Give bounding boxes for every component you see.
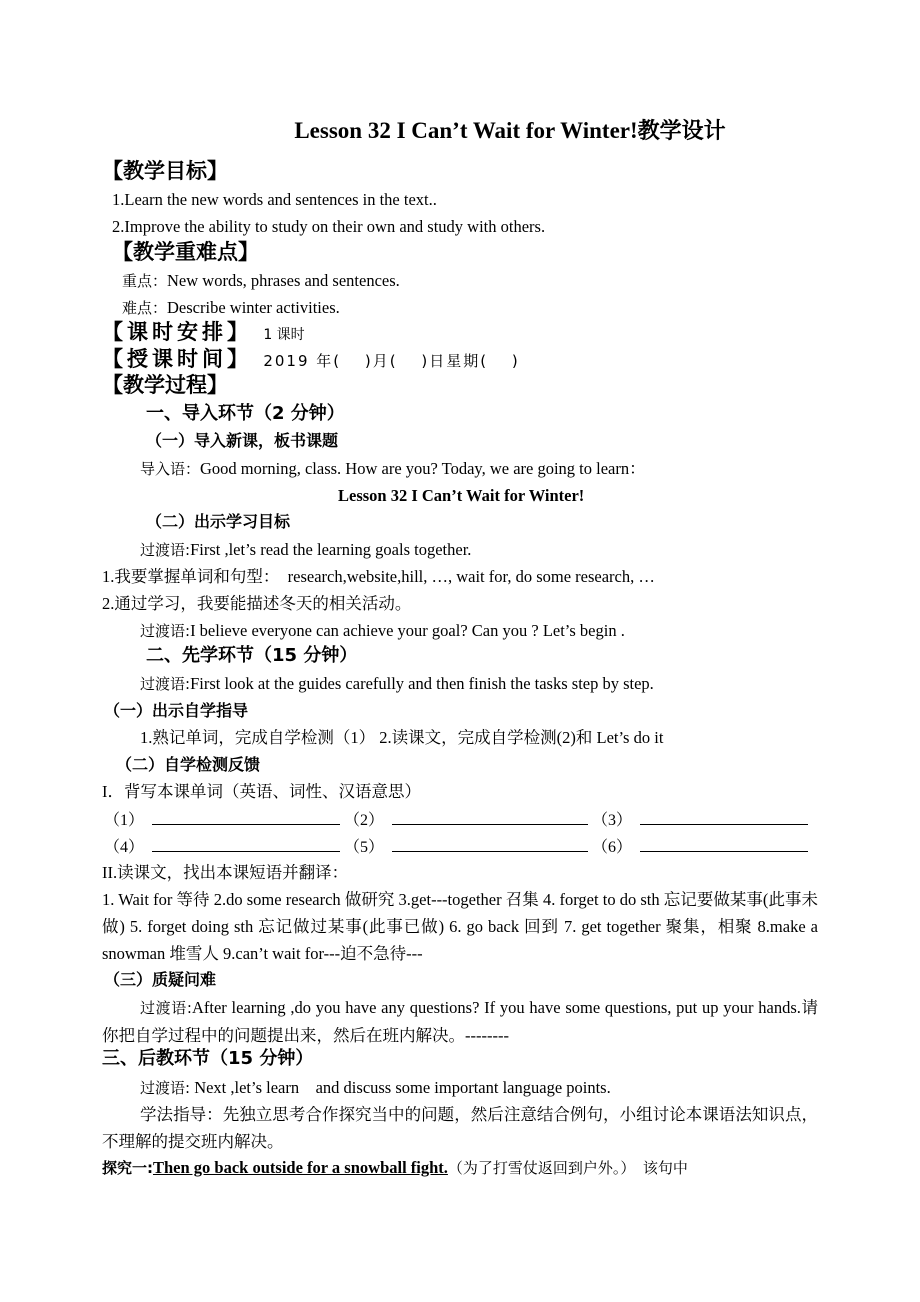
process-heading: 【教学过程】 — [102, 373, 228, 397]
intro-text: Good morning, class. How are you? Today, we are going to learn： — [200, 459, 646, 478]
section2-sub2-title: （二）自学检测反馈 — [116, 755, 261, 774]
section1-sub1-title: （一）导入新课，板书课题 — [146, 431, 339, 450]
goal-1: 1.我要掌握单词和句型： research,website,hill, …, wait for, do some research, … — [102, 567, 655, 586]
method-text: 先独立思考合作探究当中的问题，然后注意结合例句，小组讨论本课语法知识点，不理解的提交班内解决。 — [102, 1105, 819, 1151]
blank-label-6: （6） — [592, 839, 633, 856]
transition1-label: 过渡语: — [140, 541, 191, 559]
method-paragraph — [102, 1101, 818, 1155]
explore1-sentence: Then go back outside for a snowball fight. — [153, 1158, 448, 1177]
blank-field-1[interactable] — [152, 808, 340, 825]
document-title — [0, 116, 920, 147]
transition1-row — [140, 539, 471, 561]
self-study-guide: 1.熟记单词，完成自学检测（1） 2.读课文，完成自学检测(2)和 Let’s do it — [140, 728, 664, 747]
explore1-row — [102, 1157, 688, 1179]
transition2-row — [140, 620, 625, 642]
section2-transition-text: First look at the guides carefully and then finish the tasks step by step. — [190, 674, 654, 693]
difficult-label: 难点： — [122, 299, 168, 317]
class-time-value: 2019 年( )月( )日星期( ) — [263, 352, 520, 370]
objective-item-1: 1.Learn the new words and sentences in the text.. — [112, 190, 437, 209]
explore1-label: 探究一: — [102, 1159, 153, 1177]
section1-sub2-title: （二）出示学习目标 — [146, 512, 291, 531]
transition2-label: 过渡语: — [140, 622, 191, 640]
blank-label-3: （3） — [592, 812, 633, 829]
task2-title: II.读课文，找出本课短语并翻译： — [102, 863, 349, 882]
lesson-title: Lesson 32 I Can’t Wait for Winter! — [338, 486, 585, 505]
section1-title: 一、导入环节（2 分钟） — [146, 403, 345, 424]
objectives-heading: 【教学目标】 — [102, 159, 228, 183]
key-points-heading: 【教学重难点】 — [112, 240, 259, 264]
title-english: Lesson 32 I Can’t Wait for Winter! — [294, 118, 638, 143]
blank-row-2 — [104, 835, 804, 859]
intro-label: 导入语： — [140, 460, 201, 478]
section3-title: 三、后教环节（15 分钟） — [102, 1048, 314, 1069]
section2-title: 二、先学环节（15 分钟） — [146, 645, 358, 666]
transition1-text: First ,let’s read the learning goals together. — [190, 540, 472, 559]
explore1-translation: （为了打雪仗返回到户外。） 该句中 — [447, 1159, 688, 1177]
blank-label-5: （5） — [344, 839, 385, 856]
section2-sub3-title: （三）质疑问难 — [104, 970, 217, 989]
key-text: New words, phrases and sentences. — [167, 271, 400, 290]
blank-field-6[interactable] — [640, 835, 808, 852]
blank-field-5[interactable] — [392, 835, 588, 852]
method-label: 学法指导： — [140, 1105, 223, 1124]
question-label: 过渡语: — [140, 999, 192, 1017]
transition2-text: I believe everyone can achieve your goal? Can you ? Let’s begin . — [190, 621, 625, 640]
blank-label-1: （1） — [104, 812, 145, 829]
schedule-heading: 【课时安排】 — [102, 320, 252, 344]
blank-field-4[interactable] — [152, 835, 340, 852]
blank-field-2[interactable] — [392, 808, 588, 825]
section3-transition-label: 过渡语: — [140, 1079, 191, 1097]
difficult-point-row — [122, 297, 340, 319]
goal-2: 2.通过学习，我要能描述冬天的相关活动。 — [102, 594, 412, 613]
section3-transition-row — [140, 1077, 611, 1099]
title-chinese: 教学设计 — [637, 119, 726, 144]
key-point-row — [122, 270, 400, 292]
phrases-paragraph: 1. Wait for 等待 2.do some research 做研究 3.get---together 召集 4. forget to do sth 忘记要做某事(此事未做) 5. forget doing sth 忘记做过某事(此事已做) 6. go back 回到 7. get together 聚集，相聚 8.make a snowman 堆雪人 9.can’t wait for---迫不急待--- — [102, 890, 818, 963]
schedule-value: 1 课时 — [263, 327, 305, 343]
class-time-heading: 【授课时间】 — [102, 347, 252, 371]
section3-transition-text: Next ,let’s learn and discuss some important language points. — [190, 1078, 611, 1097]
blank-field-3[interactable] — [640, 808, 808, 825]
section2-transition-row — [140, 673, 654, 695]
question-paragraph — [102, 994, 818, 1049]
blank-row-1 — [104, 808, 804, 832]
question-text: After learning ,do you have any questions? If you have some questions, put up your hands.请你把自学过程中的问题提出来，然后在班内解决。-------- — [102, 998, 819, 1045]
difficult-text: Describe winter activities. — [167, 298, 340, 317]
objective-item-2: 2.Improve the ability to study on their own and study with others. — [112, 217, 546, 236]
task1-title: I．背写本课单词（英语、词性、汉语意思） — [102, 782, 421, 801]
section2-transition-label: 过渡语: — [140, 675, 191, 693]
section2-sub1-title: （一）出示自学指导 — [104, 701, 249, 720]
intro-row — [140, 458, 646, 480]
blank-label-2: （2） — [344, 812, 385, 829]
key-label: 重点： — [122, 272, 168, 290]
blank-label-4: （4） — [104, 839, 145, 856]
